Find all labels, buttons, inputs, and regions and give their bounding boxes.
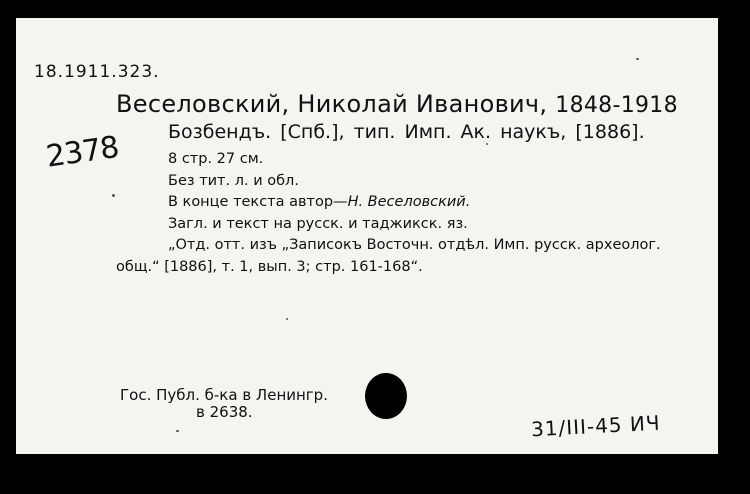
call-number: 18.1911.323.: [34, 62, 160, 82]
speck: [286, 318, 288, 320]
heading-dates: 1848-1918: [555, 93, 678, 118]
author-note: [168, 194, 470, 210]
library-name: Гос. Публ. б-ка в Ленингр.: [120, 386, 328, 404]
language-note: Загл. и текст на русск. и таджикск. яз.: [168, 216, 468, 232]
author-note-name: Н. Веселовский.: [347, 194, 471, 210]
note-no-title: Без тит. л. и обл.: [168, 173, 299, 189]
heading: [116, 90, 678, 118]
speck: [176, 430, 179, 432]
speck: [112, 194, 115, 197]
title-line: Бозбендъ. [Спб.], тип. Имп. Ак. наукъ, [1886].: [168, 121, 645, 143]
source-note-2: общ.“ [1886], т. 1, вып. 3; стр. 161-168“.: [116, 259, 423, 275]
catalog-card: [16, 18, 718, 454]
source-note-1: „Отд. отт. изъ „Записокъ Восточн. отдѣл. Имп. русск. археолог.: [168, 237, 661, 253]
collation-line: 8 стр. 27 см.: [168, 151, 264, 167]
speck: [486, 143, 488, 145]
heading-name: Веселовский, Николай Иванович,: [116, 90, 548, 118]
author-note-prefix: В конце текста автор—: [168, 194, 348, 210]
side-mark: 2378: [44, 129, 121, 175]
inventory-number: в 2638.: [196, 403, 253, 421]
stamp-mark: [365, 373, 407, 419]
speck: [636, 58, 639, 60]
handwritten-note: 31/III-45 ИЧ: [530, 410, 662, 442]
